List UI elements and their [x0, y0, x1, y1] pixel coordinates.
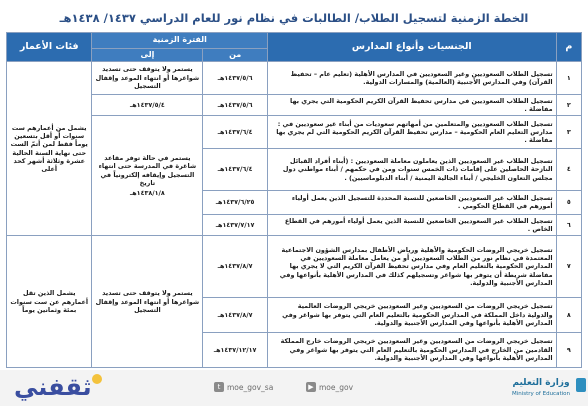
row-from-date: ١٤٣٧/٥/٦هـ: [203, 94, 268, 115]
row-type: تسجيل خريجي الروضات من السعوديين وغير السعوديين خريجي الروضات العالمية والدولية داخل المملكة في المدارس الحكومية بالتعليم العام التي يتوفر بها شواغر وفي المدارس الأهلية بأنواعها وفي المدارس الأجنبية والدولية.: [267, 297, 556, 332]
row-from-date: ١٤٣٧/٦/٤هـ: [203, 116, 268, 149]
site-logo-text: ثقفني: [14, 373, 92, 401]
table-row: [7, 62, 582, 95]
row-number: ١: [556, 62, 581, 95]
header-to: إلى: [92, 49, 203, 62]
ministry-name-en: Ministry of Education: [511, 391, 570, 397]
table-row: [7, 116, 582, 149]
row-from-date: ١٤٣٧/٦/٤هـ: [203, 149, 268, 191]
to-group-text: [92, 236, 203, 368]
header-period: الفترة الزمنية: [92, 33, 267, 49]
to-group-date: ١٤٣٧/٥/٤هـ: [92, 94, 203, 115]
row-type: تسجيل الطلاب السعوديين وغير السعوديين في المدارس الأهلية (تعليم عام – تحفيظ القرآن) وفي المدارس الأجنبية (العالمية) والمسارات الدولية.: [267, 62, 556, 95]
lightbulb-icon: [92, 374, 102, 384]
social-handle-left[interactable]: [214, 382, 273, 392]
header-age: فئات الأعمار: [7, 33, 92, 62]
table-row: [7, 94, 582, 115]
row-from-date: ١٤٣٧/٦/٢٥هـ: [203, 190, 268, 214]
to-group-date: ١٤٣٨/١/٨هـ: [130, 189, 165, 198]
row-type: تسجيل خريجي الروضات الحكومية والأهلية ورياض الأطفال بمدارس الشؤون الاجتماعية المعتمدة في نظام نور من الطلاب السعوديين أو من يعامل معاملة السعوديين في المدارس الحكومية بالتعليم العام وفي مدارس تحفيظ القرآن الكريم التي لا يجري بها مفاضلة شريطة أن يتوفر بها شواغر وتسجيلهم كذلك في المدارس الأهلية بأنواعها وفي المدارس الأجنبية والدولية.: [267, 236, 556, 297]
site-logo: [14, 372, 124, 402]
row-number: ٣: [556, 116, 581, 149]
social-handle-text: moe_gov_sa: [227, 382, 274, 392]
social-handle-text: moe_gov: [319, 382, 354, 392]
row-number: ٢: [556, 94, 581, 115]
row-type: تسجيل الطلاب غير السعوديين الخاضعين للنسبة المحددة للتسجيل الذين يعمل أولياء أمورهم في القطاع الحكومي .: [267, 190, 556, 214]
row-from-date: ١٤٣٧/٧/١٧هـ: [203, 214, 268, 235]
to-group-description: يستمر ولا يتوقف حتى تسديد شواغرها أو انتهاء الموعد وإقفال التسجيل: [95, 289, 200, 314]
row-number: ٨: [556, 297, 581, 332]
age-group: يشمل من أعمارهم ست سنوات أو أقل بتسعين يوماً فقط لمن أتمّ الست حتى نهاية السنة الحالية عشرة وثلاثة أشهر كحد أعلى: [7, 62, 92, 236]
to-group-description: يستمر ولا يتوقف حتى تسديد شواغرها أو انتهاء الموعد وإقفال التسجيل: [95, 65, 200, 91]
row-type: تسجيل الطلاب السعوديين في مدارس تحفيظ القرآن الكريم الحكومية التي يجري بها مفاضلة .: [267, 94, 556, 115]
row-type: تسجيل الطلاب غير السعوديين الذين يعاملون معاملة السعوديين : (أبناء أفراد القبائل النازحة الحاصلين على إقامات ذات الخمس سنوات ومن في حكمهم / أبناء مواطني دول مجلس التعاون الخليجي / أبناء الجالية اليمنية / أبناء الدبلوماسيين) .: [267, 149, 556, 191]
registration-schedule-table: [6, 32, 582, 368]
row-number: ٧: [556, 236, 581, 297]
youtube-icon: ▶: [306, 382, 316, 392]
header-num: م: [556, 33, 581, 62]
header-types: الجنسيات وأنواع المدارس: [267, 33, 556, 62]
row-number: ٤: [556, 149, 581, 191]
page-title: الخطة الزمنية لتسجيل الطلاب/ الطالبات في نظام نور للعام الدراسي ١٤٣٧/ ١٤٣٨هـ: [59, 11, 529, 25]
row-number: ٩: [556, 332, 581, 367]
ministry-emblem-icon: [576, 378, 586, 392]
row-number: ٥: [556, 190, 581, 214]
age-group: يشمل الذين تقل أعمارهم عن ست سنوات بمئة وثمانين يوماً: [7, 236, 92, 368]
row-from-date: ١٤٣٧/١٢/١٧هـ: [203, 332, 268, 367]
row-from-date: ١٤٣٧/٥/٦هـ: [203, 62, 268, 95]
ministry-name-ar: وزارة التعليم: [512, 378, 570, 388]
table-row: [7, 236, 582, 297]
row-number: ٦: [556, 214, 581, 235]
row-type: تسجيل خريجي الروضات من السعوديين وغير السعوديين خريجي الروضات خارج المملكة القادمين من الخارج في المدارس الحكومية بالتعليم العام التي يتوفر بها شواغر وفي المدارس الأهلية بأنواعها وفي المدارس الأجنبية والدولية.: [267, 332, 556, 367]
row-type: تسجيل الطلاب السعوديين والمتعلمين من أمهاتهم سعوديات من أبناء غير سعوديين في : مدارس التعليم العام الحكومية – مدارس تحفيظ القرآن الكريم الحكومية التي لم يجري بها مفاضلة .: [267, 116, 556, 149]
row-from-date: ١٤٣٧/٨/٧هـ: [203, 297, 268, 332]
to-group-text: [92, 116, 203, 236]
row-type: تسجيل الطلاب غير السعوديين الخاضعين للنسبة الذين يعمل أولياء أمورهم في القطاع الخاص .: [267, 214, 556, 235]
to-group-description: يستمر في حالة توفر مقاعد شاغرة في المدرسة حتى انتهاء التسجيل وإيقافه إلكترونياً في تاريخ: [98, 154, 197, 188]
header-from: من: [203, 49, 268, 62]
twitter-icon: t: [214, 382, 224, 392]
to-group-text: [92, 62, 203, 95]
row-from-date: ١٤٣٧/٨/٧هـ: [203, 236, 268, 297]
ministry-logo: [506, 376, 576, 402]
social-handle-right[interactable]: [306, 382, 353, 392]
